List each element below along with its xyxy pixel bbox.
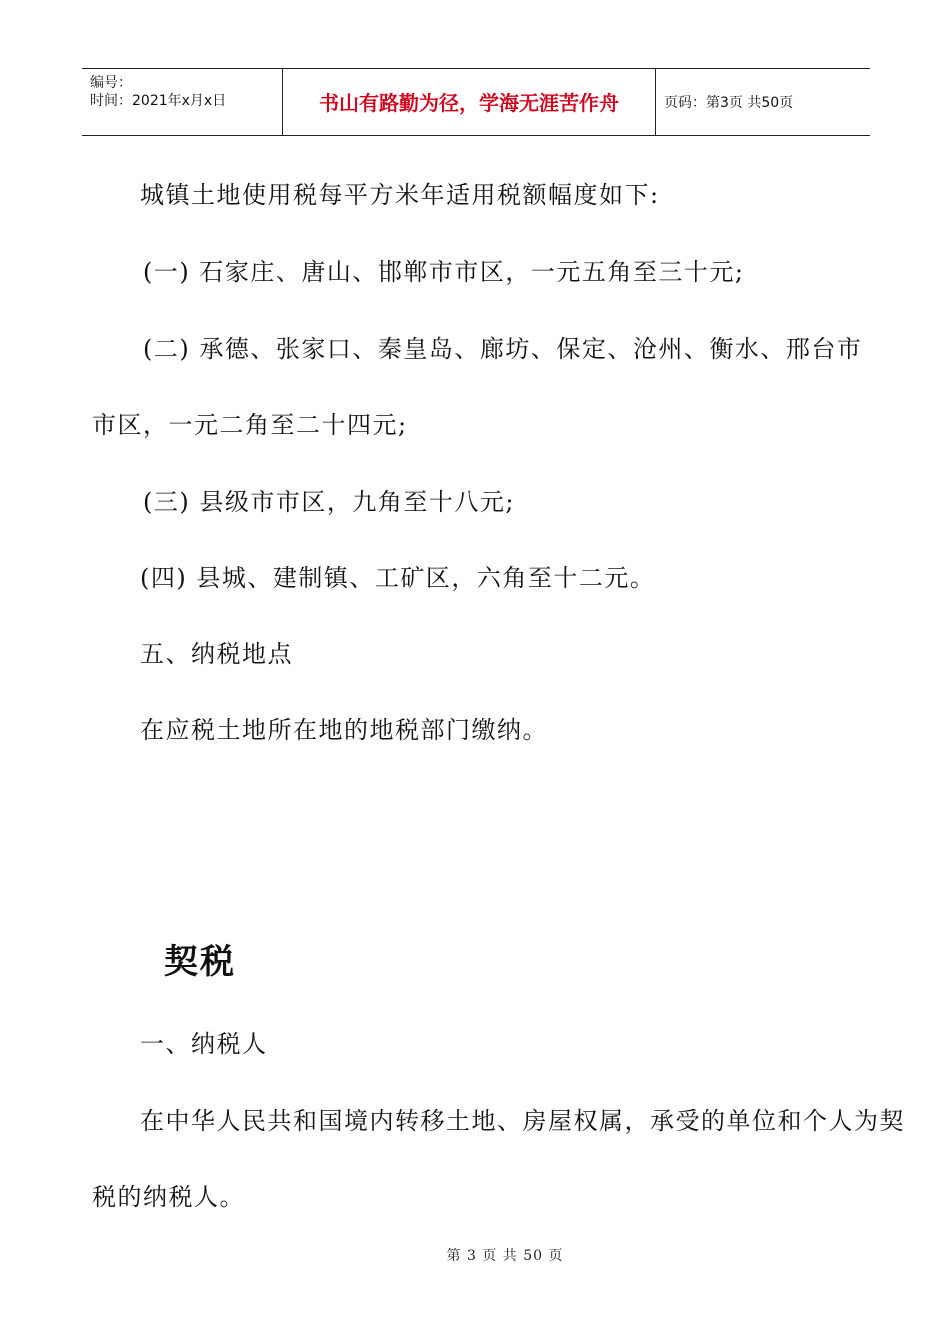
paragraph-item-4: (四) 县城、建制镇、工矿区，六角至十二元。 (140, 564, 656, 592)
header-page-info: 页码：第3页 共50页 (664, 95, 794, 111)
paragraph-tax-location: 在应税土地所在地的地税部门缴纳。 (140, 716, 548, 744)
header-middle-cell (282, 69, 656, 135)
page-footer: 第 3 页 共 50 页 (446, 1248, 564, 1264)
header-time-label: 时间：2021年x月x日 (90, 93, 227, 109)
paragraph-taxpayer-line1: 在中华人民共和国境内转移土地、房屋权属，承受的单位和个人为契 (140, 1107, 905, 1135)
paragraph-tax-rate-intro: 城镇土地使用税每平方米年适用税额幅度如下: (140, 181, 660, 209)
paragraph-item-2-line1: (二) 承德、张家口、秦皇岛、廊坊、保定、沧州、衡水、邢台市 (143, 335, 863, 363)
section-heading-tax-location: 五、纳税地点 (140, 640, 293, 668)
header-motto: 书山有路勤为径，学海无涯苦作舟 (319, 91, 619, 115)
header-number-label: 编号： (90, 75, 132, 91)
paragraph-item-3: (三) 县级市市区，九角至十八元; (143, 488, 515, 516)
header-right-cell (656, 69, 870, 135)
paragraph-taxpayer-line2: 税的纳税人。 (92, 1183, 245, 1211)
paragraph-item-1: (一) 石家庄、唐山、邯郸市市区，一元五角至三十元; (143, 258, 745, 286)
document-header (82, 68, 870, 136)
section-heading-taxpayer: 一、纳税人 (140, 1030, 268, 1058)
paragraph-item-2-line2: 市区，一元二角至二十四元; (92, 411, 408, 439)
section-title-deed-tax: 契税 (164, 942, 236, 982)
header-left-cell (82, 69, 282, 135)
